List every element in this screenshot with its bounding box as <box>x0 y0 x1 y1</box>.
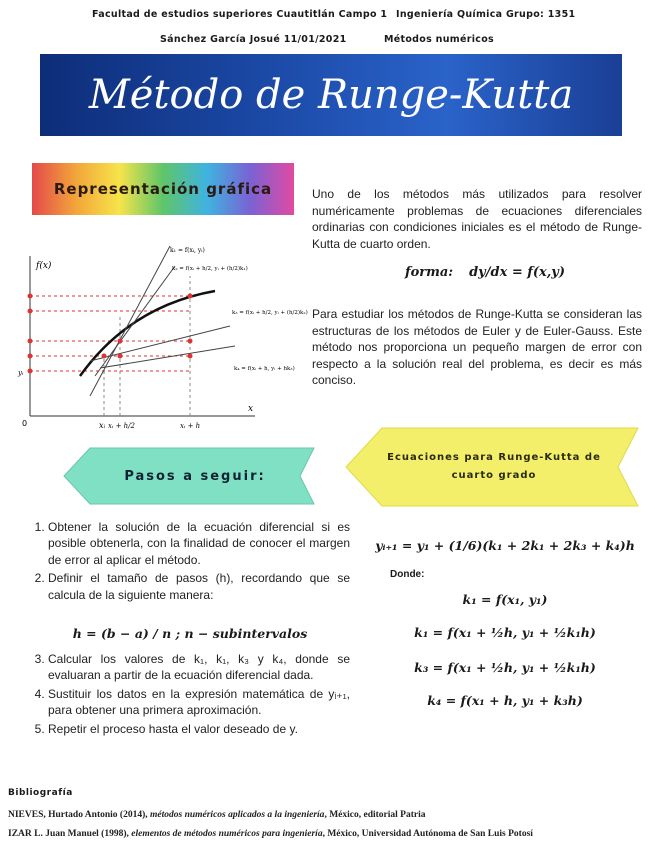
description-paragraph: Para estudiar los métodos de Runge-Kutta se consideran las estructuras de los métodos de Euler y de Euler-Gauss. Este método nos proporciona un pequeño margen de error con respecto a la solución real del problema, es decir es más conciso. <box>312 307 642 388</box>
label-xi: xᵢ <box>99 421 106 430</box>
k2-slope-line <box>95 266 175 376</box>
header-subject: Métodos numéricos <box>384 34 494 45</box>
header-institution: Facultad de estudios superiores Cuautitlán Campo 1 <box>92 9 388 20</box>
bib-ref-1-author: NIEVES, Hurtado Antonio (2014), <box>8 810 148 820</box>
label-x: x <box>248 404 254 414</box>
intro-paragraph: Uno de los métodos más utilizados para resolver numéricamente problemas de ecuaciones diferenciales ordinarias con condiciones iniciales es el método de Runge-Kutta de cuarto orden. <box>312 187 642 251</box>
k4-equation: k₄ = f(x₁ + h, y₁ + k₃h) <box>427 693 583 708</box>
point-mid-2 <box>118 354 123 359</box>
header-author-date: Sánchez García Josué 11/01/2021 <box>160 34 347 45</box>
forma-formula: dy/dx = f(x,y) <box>469 265 565 280</box>
yaxis-point-2 <box>28 309 33 314</box>
yaxis-point-1 <box>28 294 33 299</box>
k2-equation: k₁ = f(x₁ + ½h, y₁ + ½k₁h) <box>414 625 596 640</box>
bibliografia-title: Bibliografía <box>8 788 73 798</box>
point-end-3 <box>188 354 193 359</box>
step-item: 3. Calcular los valores de k₁, k₁, k₃ y k₄, donde se evaluaran a partir de la ecuación diferencial dada. <box>48 651 350 684</box>
step-item: 5. Repetir el proceso hasta el valor deseado de y. <box>48 721 350 737</box>
label-yi: yᵢ <box>18 369 24 377</box>
forma-equation <box>405 265 565 280</box>
label-fx: f(x) <box>36 261 52 271</box>
k3-equation: k₃ = f(x₁ + ½h, y₁ + ½k₁h) <box>414 660 596 675</box>
step-item: 1. Obtener la solución de la ecuación diferencial si es posible obtenerla, con la finalidad de conocer el margen de error al aplicar el método. <box>48 519 350 568</box>
bib-ref-2 <box>8 829 653 839</box>
section-title-representacion: Representación gráfica <box>53 180 273 198</box>
bib-ref-2-author: IZAR L. Juan Manuel (1998), <box>8 829 129 839</box>
step-item: 4. Sustituir los datos en la expresión matemática de yᵢ₊₁, para obtener una primera aproximación. <box>48 686 350 719</box>
label-k4: k₄ = f(xᵢ + h, yᵢ + hk₃) <box>234 366 295 372</box>
ecuaciones-title-line1: Ecuaciones para Runge-Kutta de <box>387 452 601 463</box>
bib-ref-1-title: métodos numéricos aplicados a la ingeniería <box>150 810 325 820</box>
point-mid-1 <box>118 339 123 344</box>
label-xi-h: xᵢ + h <box>180 422 201 430</box>
label-k2: k₂ = f(xᵢ + h/2, yᵢ + (h/2)k₁) <box>172 266 248 272</box>
title-banner <box>40 54 622 136</box>
rk4-main-equation: yᵢ₊₁ = y₁ + (1/6)(k₁ + 2k₁ + 2k₃ + k₄)h <box>375 538 635 553</box>
yaxis-point-4 <box>28 354 33 359</box>
steps-list-container-2 <box>28 651 350 739</box>
rk4-graph <box>0 236 308 436</box>
bib-ref-1 <box>8 810 648 820</box>
header-career-group: Ingeniería Química Grupo: 1351 <box>396 9 576 20</box>
donde-label: Donde: <box>390 569 425 580</box>
bib-ref-2-title: elementos de métodos numéricos para ingeniería <box>131 829 323 839</box>
step-item: 2. Definir el tamaño de pasos (h), recordando que se calcula de la siguiente manera: <box>48 570 350 603</box>
steps-list <box>28 519 350 603</box>
point-end-2 <box>188 339 193 344</box>
section-title-pasos: Pasos a seguir: <box>124 468 266 484</box>
page-title: Método de Runge-Kutta <box>88 72 574 118</box>
bib-ref-1-rest: , México, editorial Patria <box>324 810 426 820</box>
label-k3: k₃ = f(xᵢ + h/2, yᵢ + (h/2)k₂) <box>232 310 308 316</box>
label-xi-half: xᵢ + h/2 <box>108 422 135 430</box>
k1-slope-line <box>90 246 170 396</box>
steps-list-continued <box>28 651 350 737</box>
steps-list-container <box>28 519 350 605</box>
point-yi <box>102 354 107 359</box>
yaxis-point-5 <box>28 369 33 374</box>
k3-slope-line <box>90 326 230 361</box>
label-k1: k₁ = f(xᵢ, yᵢ) <box>170 247 205 254</box>
point-end-1 <box>188 294 193 299</box>
forma-label: forma: <box>405 265 454 280</box>
section-title-ecuaciones <box>346 426 642 508</box>
bib-ref-2-rest: , México, Universidad Autónoma de San Luis Potosí <box>322 829 533 839</box>
ecuaciones-title-line2: cuarto grado <box>451 470 537 481</box>
label-origin: 0 <box>22 419 28 428</box>
h-formula: h = (b − a) / n ; n − subintervalos <box>72 626 308 641</box>
k1-equation: k₁ = f(x₁, y₁) <box>462 592 548 607</box>
yaxis-point-3 <box>28 339 33 344</box>
